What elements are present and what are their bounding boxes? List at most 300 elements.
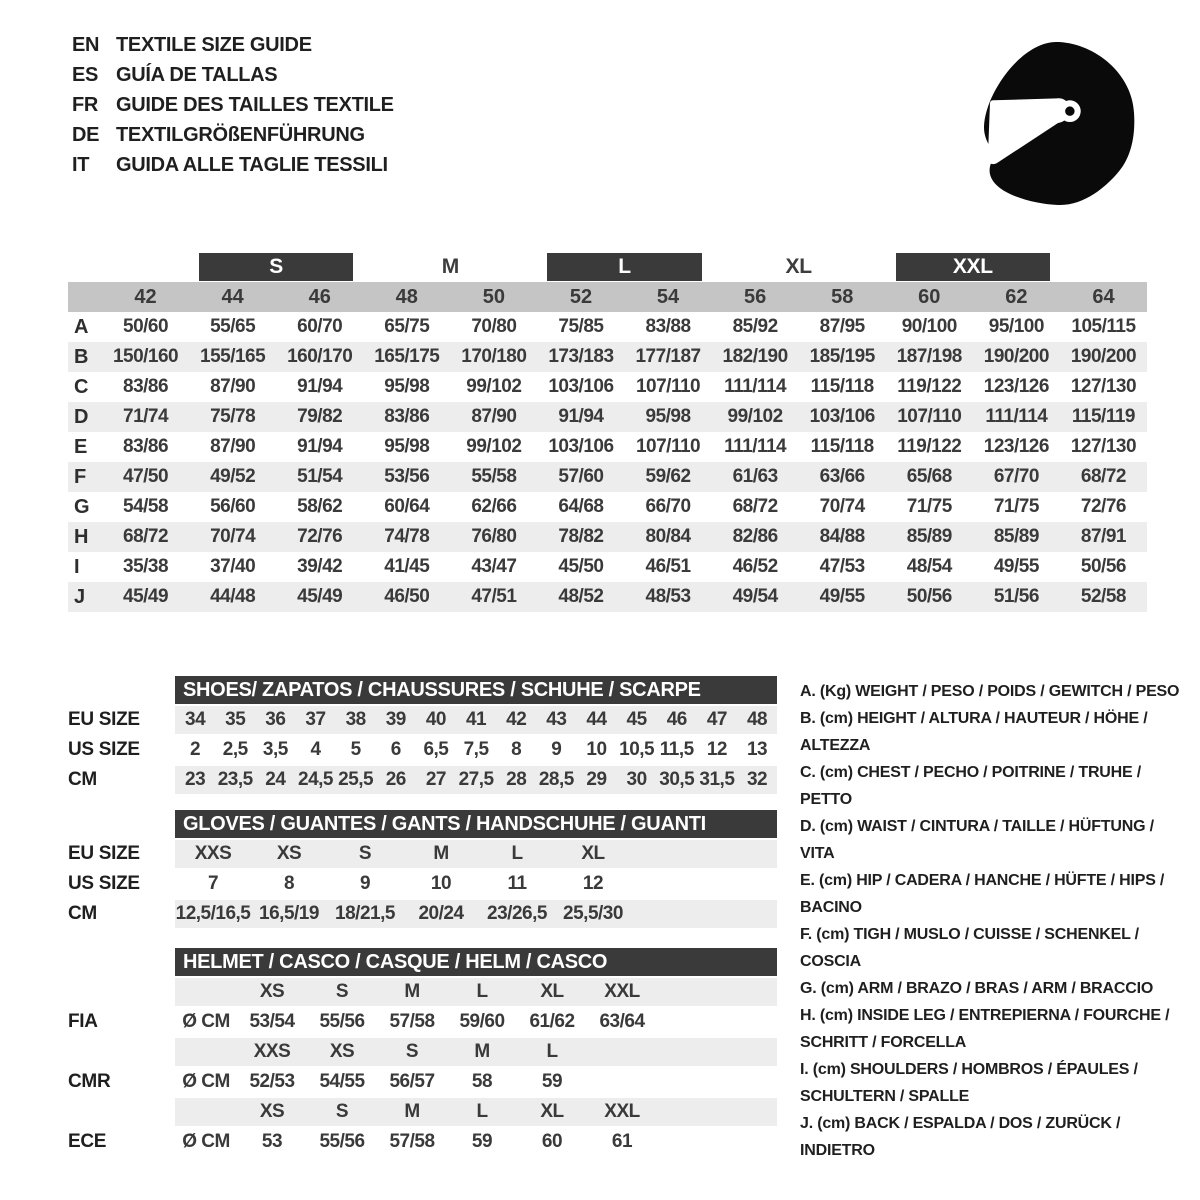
measurement-value-cell: 71/75 [993,496,1039,517]
shoes-value-cell: 27 [425,769,446,790]
legend-item: I. (cm) SHOULDERS / HOMBROS / ÉPAULES / SCHULTERN / SPALLE [800,1061,1138,1105]
size-group-label: M [441,255,459,278]
gloves-row-values [175,870,777,898]
shoes-value-cell: 30,5 [659,769,695,790]
gloves-value-cell: XL [581,843,605,864]
measurement-value-cell: 123/126 [983,376,1049,397]
measurement-value-cell: 49/55 [993,556,1039,577]
shoes-value-cell: 34 [185,709,206,730]
gloves-value-cell: S [358,843,372,864]
helmet-size-header-values [175,978,777,1006]
measurement-value-cell: 119/122 [897,436,962,457]
legend-item: E. (cm) HIP / CADERA / HANCHE / HÜFTE / HIPS / BACINO [800,872,1165,916]
language-title: GUIDE DES TAILLES TEXTILE [116,93,394,116]
gloves-value-cell: 12 [582,873,604,894]
language-code: DE [72,123,100,146]
shoes-row-label: EU SIZE [68,709,140,730]
gloves-value-cell: 16,5/19 [259,903,319,924]
measurement-value-cell: 111/114 [724,436,787,457]
shoes-value-cell: 31,5 [699,769,735,790]
shoes-row [68,766,777,794]
helmet-value-cell: 53 [261,1131,283,1152]
gloves-row [68,840,777,868]
helmet-size-cell: L [546,1041,558,1062]
measurement-value-cell: 91/94 [297,376,343,397]
gloves-size-table [68,810,777,930]
shoes-value-cell: 2 [190,739,201,760]
measurement-value-cell: 187/198 [886,342,973,372]
shoes-value-cell: 24,5 [298,769,333,790]
shoes-value-cell: 40 [425,709,446,730]
size-group-label: S [199,253,353,281]
measurement-row-letter: B [68,342,102,372]
size-group-label [1060,252,1147,282]
helmet-value-cell: 63/64 [599,1011,645,1032]
measurement-value-cell: 85/89 [973,522,1060,552]
shoes-value-cell: 24 [265,769,286,790]
measurement-value-cell: 107/110 [635,436,701,457]
measurement-value-cell: 70/80 [471,316,517,337]
helmet-table-body [68,978,777,1156]
shoes-value-cell: 43 [546,709,567,730]
gloves-value-cell: 10 [430,873,452,894]
gloves-table-body [68,840,777,928]
shoes-value-cell: 12 [706,739,727,760]
measurement-value-cell: 82/86 [712,522,799,552]
measurement-value-cell: 87/95 [819,316,865,337]
measurement-value-cell: 150/160 [102,342,189,372]
gloves-row [68,900,777,928]
language-row [72,150,394,180]
numeric-size-header: 46 [276,282,363,312]
gloves-value-cell: 20/24 [418,903,464,924]
shoes-value-cell: 42 [506,709,527,730]
helmet-size-cell: XXL [604,1101,640,1122]
legend-item: B. (cm) HEIGHT / ALTURA / HAUTEUR / HÖHE / ALTEZZA [800,710,1148,754]
measurement-value-cell: 58/62 [297,496,343,517]
size-group-label: XL [785,255,812,278]
measurement-value-cell: 155/165 [189,342,276,372]
measurement-value-cell: 46/52 [732,556,778,577]
helmet-size-header-row [68,1038,777,1066]
helmet-value-cell: 55/56 [319,1011,365,1032]
measurement-value-cell: 79/82 [276,402,363,432]
gloves-value-cell: 12,5/16,5 [175,903,251,924]
measurement-value-cell: 91/94 [297,436,343,457]
legend-item: H. (cm) INSIDE LEG / ENTREPIERNA / FOURCHE / SCHRITT / FORCELLA [800,1007,1170,1051]
measurement-value-cell: 47/50 [102,462,189,492]
measurement-value-cell: 190/200 [1060,342,1147,372]
shoes-value-cell: 39 [385,709,406,730]
measurement-value-cell: 37/40 [210,556,256,577]
shoes-table-body [68,706,777,794]
shoes-row-values [175,706,777,734]
measurement-value-cell: 95/100 [988,316,1044,337]
measurement-value-cell: 115/118 [810,376,874,397]
helmet-value-cell: 54/55 [319,1071,365,1092]
measurement-value-cell: 83/86 [123,376,169,397]
measurement-value-cell: 48/52 [537,582,624,612]
helmet-size-cell: S [335,1101,349,1122]
measurement-value-cell: 115/119 [1060,402,1147,432]
shoes-value-cell: 4 [310,739,321,760]
measurement-value-cell: 51/56 [973,582,1060,612]
shoes-value-cell: 23 [185,769,206,790]
shoes-value-cell: 26 [385,769,406,790]
helmet-size-header-label [68,978,175,1006]
gloves-row-values [175,900,777,928]
shoes-row-label: CM [68,769,97,790]
measurement-value-cell: 57/60 [537,462,624,492]
shoes-value-cell: 27,5 [458,769,494,790]
gloves-row [68,870,777,898]
measurement-value-cell: 53/56 [363,462,450,492]
measurement-value-cell: 85/92 [732,316,778,337]
shoes-value-cell: 37 [305,709,326,730]
measurement-value-cell: 75/78 [189,402,276,432]
shoes-value-cell: 13 [746,739,768,760]
helmet-size-cell: M [404,981,420,1002]
helmet-size-cell: L [476,981,488,1002]
language-code: ES [72,63,99,86]
language-code: EN [72,33,100,56]
numeric-size-header: 64 [1060,282,1147,312]
measurement-value-cell: 111/114 [973,402,1060,432]
helmet-value-cell: 61 [611,1131,633,1152]
language-title: TEXTILE SIZE GUIDE [116,33,312,56]
measurement-value-cell: 99/102 [466,436,522,457]
measurement-value-cell: 46/50 [363,582,450,612]
helmet-size-cell: XS [259,981,285,1002]
measurement-value-cell: 107/110 [635,376,701,397]
shoes-value-cell: 7,5 [463,739,489,760]
helmet-size-cell: XL [540,981,564,1002]
helmet-size-cell: XS [259,1101,285,1122]
size-group-empty [68,252,102,282]
shoes-value-cell: 29 [586,769,607,790]
measurement-value-cell: 72/76 [1080,496,1126,517]
measurement-value-cell: 99/102 [466,376,522,397]
garment-size-table [68,252,1147,612]
helmet-value-cell: 59 [471,1131,493,1152]
helmet-standard-values [175,1068,777,1096]
legend-item: F. (cm) TIGH / MUSLO / CUISSE / SCHENKEL / COSCIA [800,926,1139,970]
numeric-size-header: 56 [712,282,799,312]
measurement-value-cell: 41/45 [384,556,430,577]
measurement-row-letter: C [74,375,88,398]
helmet-value-cell: 57/58 [389,1131,435,1152]
shoes-value-cell: 10 [586,739,607,760]
gloves-value-cell: 23/26,5 [487,903,547,924]
helmet-size-header-values [175,1098,777,1126]
measurement-value-cell: 83/86 [363,402,450,432]
measurement-value-cell: 76/80 [450,522,537,552]
measurement-value-cell: 64/68 [558,496,604,517]
measurement-value-cell: 44/48 [189,582,276,612]
measurement-value-cell: 60/64 [384,496,430,517]
measurement-value-cell: 45/50 [558,556,604,577]
measurement-row-letter: A [74,315,88,338]
gloves-value-cell: 25,5/30 [563,903,623,924]
measurement-value-cell: 47/51 [450,582,537,612]
measurement-value-cell: 185/195 [799,342,886,372]
measurement-value-cell: 43/47 [471,556,517,577]
measurement-value-cell: 85/89 [886,522,973,552]
measurement-value-cell: 87/90 [210,376,256,397]
language-code: FR [72,93,99,116]
measurement-row-letter: J [68,582,102,612]
measurement-value-cell: 123/126 [983,436,1049,457]
helmet-size-header-row [68,978,777,1006]
numeric-size-header: 50 [450,282,537,312]
helmet-size-cell: XXL [604,981,640,1002]
gloves-row-label: CM [68,903,97,924]
helmet-size-cell: XL [540,1101,564,1122]
helmet-value-cell: 53/54 [249,1011,295,1032]
shoes-row [68,706,777,734]
language-title: TEXTILGRÖßENFÜHRUNG [116,123,365,146]
shoes-value-cell: 25,5 [338,769,374,790]
measurement-value-cell: 111/114 [724,376,787,397]
measurement-value-cell: 46/51 [645,556,691,577]
numeric-size-header-empty [68,282,102,312]
measurement-value-cell: 87/90 [450,402,537,432]
measurement-value-cell: 91/94 [537,402,624,432]
shoes-table-title: SHOES/ ZAPATOS / CHAUSSURES / SCHUHE / SCARPE [175,676,777,704]
measurement-row-letter: F [68,462,102,492]
measurement-value-cell: 170/180 [450,342,537,372]
measurement-value-cell: 49/55 [799,582,886,612]
measurement-value-cell: 74/78 [363,522,450,552]
measurement-value-cell: 71/74 [102,402,189,432]
helmet-size-cell: M [474,1041,490,1062]
helmet-value-cell: 61/62 [529,1011,575,1032]
helmet-value-cell: 59 [541,1071,563,1092]
helmet-standard-label: ECE [68,1131,107,1152]
measurement-value-cell: 56/60 [210,496,256,517]
measurement-value-cell: 105/115 [1071,316,1136,337]
gloves-value-cell: L [511,843,523,864]
language-row [72,120,394,150]
measurement-value-cell: 95/98 [625,402,712,432]
measurement-value-cell: 48/53 [625,582,712,612]
language-title: GUÍA DE TALLAS [116,63,278,86]
gloves-value-cell: 11 [507,873,527,894]
measurement-value-cell: 107/110 [886,402,973,432]
numeric-size-header: 60 [886,282,973,312]
size-group-label: L [547,253,701,281]
shoes-size-table [68,676,777,796]
measurement-value-cell: 52/58 [1060,582,1147,612]
numeric-size-header: 58 [799,282,886,312]
measurement-value-cell: 165/175 [363,342,450,372]
shoes-value-cell: 45 [626,709,647,730]
measurement-value-cell: 48/54 [906,556,952,577]
measurement-value-cell: 55/65 [210,316,256,337]
helmet-value-cell: 57/58 [389,1011,435,1032]
gloves-table-title: GLOVES / GUANTES / GANTS / HANDSCHUHE / GUANTI [175,810,777,838]
language-row [72,60,394,90]
measurement-value-cell: 70/74 [819,496,865,517]
racing-helmet-icon-svg [982,40,1137,208]
measurement-value-cell: 83/88 [645,316,691,337]
measurement-value-cell: 66/70 [645,496,691,517]
measurement-value-cell: 87/90 [210,436,256,457]
measurement-value-cell: 65/68 [886,462,973,492]
measurement-value-cell: 47/53 [819,556,865,577]
measurement-value-cell: 68/72 [1060,462,1147,492]
shoes-value-cell: 44 [586,709,607,730]
legend-item: C. (cm) CHEST / PECHO / POITRINE / TRUHE / PETTO [800,764,1141,808]
shoes-value-cell: 10,5 [619,739,655,760]
measurement-value-cell: 160/170 [276,342,363,372]
measurement-row-letter: H [68,522,102,552]
helmet-unit-label: Ø CM [182,1011,230,1032]
legend-item: D. (cm) WAIST / CINTURA / TAILLE / HÜFTUNG / VITA [800,818,1154,862]
numeric-size-header: 42 [102,282,189,312]
measurement-value-cell: 71/75 [906,496,952,517]
measurement-value-cell: 177/187 [625,342,712,372]
gloves-value-cell: 9 [359,873,371,894]
size-group-label: XXL [896,253,1050,281]
measurement-value-cell: 50/56 [1080,556,1126,577]
helmet-size-header-row [68,1098,777,1126]
helmet-unit-label: Ø CM [182,1131,230,1152]
measurement-value-cell: 39/42 [297,556,343,577]
measurement-value-cell: 67/70 [973,462,1060,492]
gloves-value-cell: M [433,843,449,864]
shoes-value-cell: 35 [225,709,246,730]
measurement-value-cell: 99/102 [712,402,799,432]
helmet-standard-row [68,1128,777,1156]
measurement-value-cell: 54/58 [123,496,169,517]
measurement-value-cell: 68/72 [102,522,189,552]
helmet-size-cell: XS [329,1041,355,1062]
helmet-size-header-values [175,1038,777,1066]
measurement-value-cell: 49/52 [189,462,276,492]
shoes-value-cell: 47 [706,709,727,730]
measurement-value-cell: 50/60 [123,316,169,337]
measurement-value-cell: 61/63 [712,462,799,492]
gloves-value-cell: XS [276,843,302,864]
measurement-value-cell: 55/58 [450,462,537,492]
measurement-value-cell: 190/200 [973,342,1060,372]
legend-item: A. (Kg) WEIGHT / PESO / POIDS / GEWITCH / PESO [800,683,1180,700]
measurement-row-letter: G [74,495,90,518]
measurement-value-cell: 45/49 [102,582,189,612]
shoes-value-cell: 6 [390,739,401,760]
helmet-size-header-label [68,1098,175,1126]
measurement-value-cell: 127/130 [1070,436,1137,457]
numeric-size-header: 54 [625,282,712,312]
helmet-value-cell: 52/53 [249,1071,295,1092]
measurement-value-cell: 103/106 [799,402,886,432]
helmet-size-cell: XXS [253,1041,291,1062]
shoes-value-cell: 46 [666,709,687,730]
shoes-row [68,736,777,764]
measurement-value-cell: 80/84 [625,522,712,552]
numeric-size-header: 52 [537,282,624,312]
helmet-unit-label: Ø CM [182,1071,230,1092]
language-row [72,90,394,120]
helmet-value-cell: 55/56 [319,1131,365,1152]
measurement-value-cell: 68/72 [732,496,778,517]
measurement-value-cell: 72/76 [276,522,363,552]
language-row [72,30,394,60]
shoes-value-cell: 5 [350,739,361,760]
helmet-standard-row [68,1008,777,1036]
shoes-value-cell: 9 [551,739,562,760]
shoes-value-cell: 38 [345,709,366,730]
size-group-label [102,252,189,282]
helmet-value-cell: 60 [541,1131,563,1152]
measurement-value-cell: 95/98 [384,436,430,457]
helmet-size-table [68,948,777,1158]
measurement-value-cell: 103/106 [548,436,614,457]
measurement-value-cell: 173/183 [537,342,624,372]
measurement-value-cell: 45/49 [276,582,363,612]
helmet-standard-values [175,1128,777,1156]
measurement-value-cell: 119/122 [897,376,962,397]
helmet-value-cell: 56/57 [389,1071,435,1092]
measurement-value-cell: 35/38 [123,556,169,577]
shoes-value-cell: 48 [746,709,768,730]
helmet-value-cell: 58 [471,1071,493,1092]
measurement-value-cell: 70/74 [189,522,276,552]
gloves-value-cell: 7 [207,873,219,894]
shoes-value-cell: 3,5 [262,739,288,760]
helmet-standard-values [175,1008,777,1036]
measurement-row-letter: E [74,435,87,458]
helmet-table-title: HELMET / CASCO / CASQUE / HELM / CASCO [175,948,777,976]
measurement-value-cell: 84/88 [799,522,886,552]
shoes-value-cell: 32 [746,769,768,790]
language-title: GUIDA ALLE TAGLIE TESSILI [116,153,388,176]
numeric-size-header: 62 [973,282,1060,312]
measurement-value-cell: 50/56 [886,582,973,612]
measurement-value-cell: 83/86 [123,436,169,457]
shoes-value-cell: 6,5 [423,739,449,760]
measurement-value-cell: 127/130 [1070,376,1137,397]
measurement-row-letter: D [68,402,102,432]
gloves-value-cell: 8 [283,873,295,894]
measurement-value-cell: 87/91 [1060,522,1147,552]
helmet-standard-row [68,1068,777,1096]
measurement-value-cell: 115/118 [810,436,874,457]
shoes-value-cell: 41 [465,709,487,730]
measurement-value-cell: 63/66 [799,462,886,492]
helmet-standard-label: CMR [68,1071,111,1092]
helmet-size-header-label [68,1038,175,1066]
racing-helmet-icon [982,40,1137,213]
numeric-size-header: 44 [189,282,276,312]
measurement-value-cell: 103/106 [548,376,614,397]
shoes-value-cell: 30 [626,769,647,790]
gloves-value-cell: 18/21,5 [335,903,395,924]
language-title-list [72,30,394,180]
measurement-value-cell: 90/100 [901,316,957,337]
shoes-value-cell: 36 [265,709,286,730]
measurement-legend [800,678,1192,1164]
measurement-value-cell: 75/85 [558,316,604,337]
legend-item: G. (cm) ARM / BRAZO / BRAS / ARM / BRACCIO [800,980,1154,997]
shoes-row-values [175,766,777,794]
legend-item: J. (cm) BACK / ESPALDA / DOS / ZURÜCK / INDIETRO [800,1115,1121,1159]
shoes-value-cell: 2,5 [222,739,248,760]
helmet-size-cell: S [335,981,349,1002]
shoes-value-cell: 28,5 [538,769,574,790]
measurement-value-cell: 60/70 [297,316,343,337]
